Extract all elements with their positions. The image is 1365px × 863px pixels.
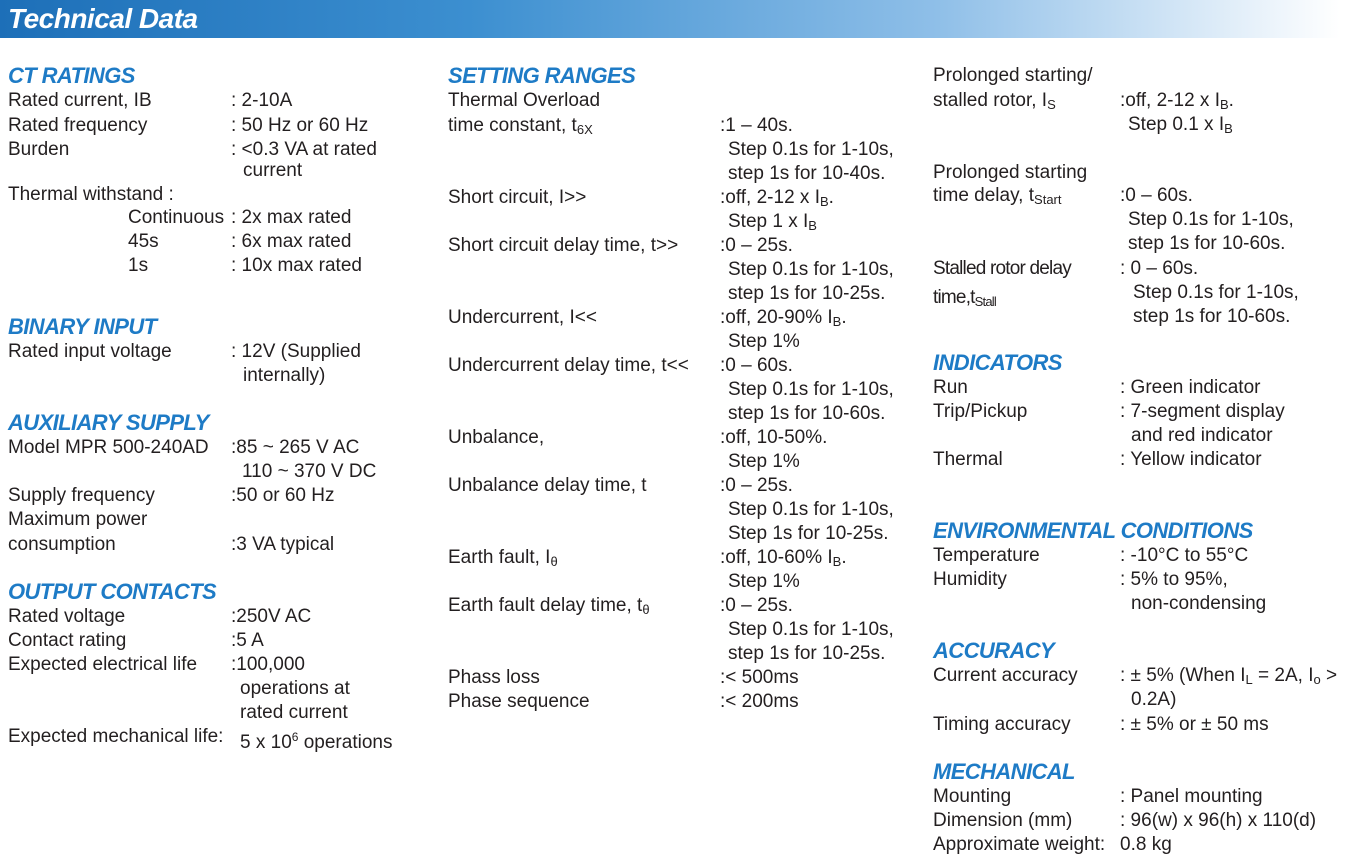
rated-frequency-value: : 50 Hz or 60 Hz [231,115,369,136]
thermal-withstand-label: Thermal withstand : [8,184,174,205]
phase-sequence-value: :< 200ms [720,691,799,712]
indicators-heading: INDICATORS [933,350,1062,375]
humidity-label: Humidity [933,569,1007,590]
electrical-life-value-2: operations at [240,678,350,699]
rated-input-voltage-value-2: internally) [243,365,326,386]
thermal-indicator-label: Thermal [933,449,1003,470]
undercurrent-value-1: :off, 20-90% $I_B$. [720,307,847,329]
electrical-life-value-3: rated current [240,702,348,723]
short-circuit-delay-value-1: :0 – 25s. [720,235,793,256]
max-power-value: :3 VA typical [231,534,335,555]
rated-frequency-label: Rated frequency [8,115,148,136]
trip-pickup-value-1: : 7-segment display [1120,401,1285,422]
run-label: Run [933,377,968,398]
timing-accuracy-label: Timing accuracy [933,714,1071,735]
phase-loss-label: Phass loss [448,667,540,688]
current-accuracy-label: Current accuracy [933,665,1078,686]
earth-fault-delay-value-3: step 1s for 10-25s. [728,643,886,664]
mounting-label: Mounting [933,786,1012,807]
undercurrent-label: Undercurrent, I<< [448,307,597,328]
stalled-rotor-label-1: Stalled rotor delay [933,258,1071,279]
model-value-1: :85 ~ 265 V AC [231,437,360,458]
supply-frequency-label: Supply frequency [8,485,155,506]
prolonged-starting-time-value-2: Step 0.1s for 1-10s, [1128,209,1294,230]
burden-label: Burden [8,139,70,160]
rated-input-voltage-value-1: : 12V (Supplied [231,341,361,362]
electrical-life-label: Expected electrical life [8,654,198,675]
thermal-overload-value-1: :1 – 40s. [720,115,793,136]
thermal-overload-label-1: Thermal Overload [448,90,601,111]
temperature-label: Temperature [933,545,1040,566]
unbalance-delay-label: Unbalance delay time, t [448,475,647,496]
undercurrent-delay-label: Undercurrent delay time, t<< [448,355,689,376]
thermal-overload-label-2: time constant, $t_{6X}$ [448,115,593,137]
prolonged-starting-time-label-1: Prolonged starting [933,162,1088,183]
prolonged-starting-time-value-3: step 1s for 10-60s. [1128,233,1286,254]
auxiliary-supply-heading: AUXILIARY SUPPLY [8,410,209,435]
model-label: Model MPR 500-240AD [8,437,209,458]
humidity-value-2: non-condensing [1131,593,1267,614]
mechanical-heading: MECHANICAL [933,759,1075,784]
prolonged-starting-time-value-1: :0 – 60s. [1120,185,1193,206]
mounting-value: : Panel mounting [1120,786,1263,807]
continuous-label: Continuous [128,207,225,228]
rated-current-label: Rated current, IB [8,90,152,111]
dimension-label: Dimension (mm) [933,810,1073,831]
rated-current-value: : 2-10A [231,90,293,111]
short-circuit-delay-value-3: step 1s for 10-25s. [728,283,886,304]
prolonged-starting-time-label-2: time delay, $t_{Start}$ [933,185,1062,207]
trip-pickup-value-2: and red indicator [1131,425,1273,446]
phase-loss-value: :< 500ms [720,667,799,688]
unbalance-value-2: Step 1% [728,451,800,472]
output-contacts-heading: OUTPUT CONTACTS [8,579,217,604]
title-banner [0,0,1340,38]
earth-fault-value-2: Step 1% [728,571,800,592]
45s-label: 45s [128,231,159,252]
prolonged-starting-value-2: Step 0.1 x $I_B$ [1128,114,1233,136]
thermal-overload-value-2: Step 0.1s for 1-10s, [728,139,894,160]
page-title: Technical Data [8,3,198,34]
run-value: : Green indicator [1120,377,1261,398]
trip-pickup-label: Trip/Pickup [933,401,1028,422]
contact-rating-value: :5 A [231,630,264,651]
unbalance-value-1: :off, 10-50%. [720,427,828,448]
undercurrent-delay-value-2: Step 0.1s for 1-10s, [728,379,894,400]
burden-value-2: current [243,160,303,181]
dimension-value: : 96(w) x 96(h) x 110(d) [1120,810,1317,831]
weight-value: 0.8 kg [1120,834,1172,855]
prolonged-starting-label-1: Prolonged starting/ [933,65,1093,86]
ct-ratings-heading: CT RATINGS [8,63,135,88]
rated-input-voltage-label: Rated input voltage [8,341,172,362]
prolonged-starting-label-2: stalled rotor, $I_S$ [933,90,1056,112]
continuous-value: : 2x max rated [231,207,352,228]
stalled-rotor-value-2: Step 0.1s for 1-10s, [1133,282,1299,303]
max-power-label-2: consumption [8,534,116,555]
unbalance-label: Unbalance, [448,427,545,448]
model-value-2: 110 ~ 370 V DC [242,461,377,482]
short-circuit-label: Short circuit, I>> [448,187,587,208]
earth-fault-value-1: :off, 10-60% $I_B$. [720,547,847,569]
thermal-indicator-value: : Yellow indicator [1120,449,1262,470]
supply-frequency-value: :50 or 60 Hz [231,485,335,506]
earth-fault-delay-label: Earth fault delay time, $t_\theta$ [448,595,650,617]
current-accuracy-value-1: : ± 5% (When $I_L = 2A$, $I_o$ > [1120,665,1338,687]
max-power-label-1: Maximum power [8,509,148,530]
current-accuracy-value-2: 0.2A) [1131,689,1177,710]
stalled-rotor-label-2: $time,t_{Stall}$ [933,287,996,309]
undercurrent-delay-value-3: step 1s for 10-60s. [728,403,886,424]
stalled-rotor-value-3: step 1s for 10-60s. [1133,306,1291,327]
electrical-life-value-1: :100,000 [231,654,305,675]
environmental-heading: ENVIRONMENTAL CONDITIONS [933,518,1253,543]
earth-fault-label: Earth fault, $I_\theta$ [448,547,558,569]
1s-label: 1s [128,255,149,276]
45s-value: : 6x max rated [231,231,352,252]
mechanical-life-label: Expected mechanical life: [8,726,224,747]
short-circuit-value-1: :off, 2-12 x $I_B$. [720,187,834,209]
thermal-overload-value-3: step 1s for 10-40s. [728,163,886,184]
short-circuit-delay-value-2: Step 0.1s for 1-10s, [728,259,894,280]
short-circuit-value-2: Step 1 x $I_B$ [728,211,817,233]
undercurrent-delay-value-1: :0 – 60s. [720,355,793,376]
setting-ranges-heading: SETTING RANGES [448,63,636,88]
binary-input-heading: BINARY INPUT [8,314,157,339]
mechanical-life-value: 5 x $10^6$ operations [240,730,393,753]
phase-sequence-label: Phase sequence [448,691,590,712]
stalled-rotor-value-1: : 0 – 60s. [1120,258,1199,279]
contact-rating-label: Contact rating [8,630,127,651]
unbalance-delay-value-3: Step 1s for 10-25s. [728,523,889,544]
timing-accuracy-value: : ± 5% or ± 50 ms [1120,714,1269,735]
unbalance-delay-value-2: Step 0.1s for 1-10s, [728,499,894,520]
weight-label: Approximate weight: [933,834,1106,855]
1s-value: : 10x max rated [231,255,362,276]
earth-fault-delay-value-2: Step 0.1s for 1-10s, [728,619,894,640]
burden-value-1: : <0.3 VA at rated [231,139,377,160]
rated-voltage-label: Rated voltage [8,606,126,627]
rated-voltage-value: :250V AC [231,606,312,627]
short-circuit-delay-label: Short circuit delay time, t>> [448,235,679,256]
prolonged-starting-value-1: :off, 2-12 x $I_B$. [1120,90,1234,112]
undercurrent-value-2: Step 1% [728,331,800,352]
earth-fault-delay-value-1: :0 – 25s. [720,595,793,616]
unbalance-delay-value-1: :0 – 25s. [720,475,793,496]
temperature-value: : -10°C to 55°C [1120,545,1249,566]
humidity-value-1: : 5% to 95%, [1120,569,1228,590]
accuracy-heading: ACCURACY [933,638,1055,663]
